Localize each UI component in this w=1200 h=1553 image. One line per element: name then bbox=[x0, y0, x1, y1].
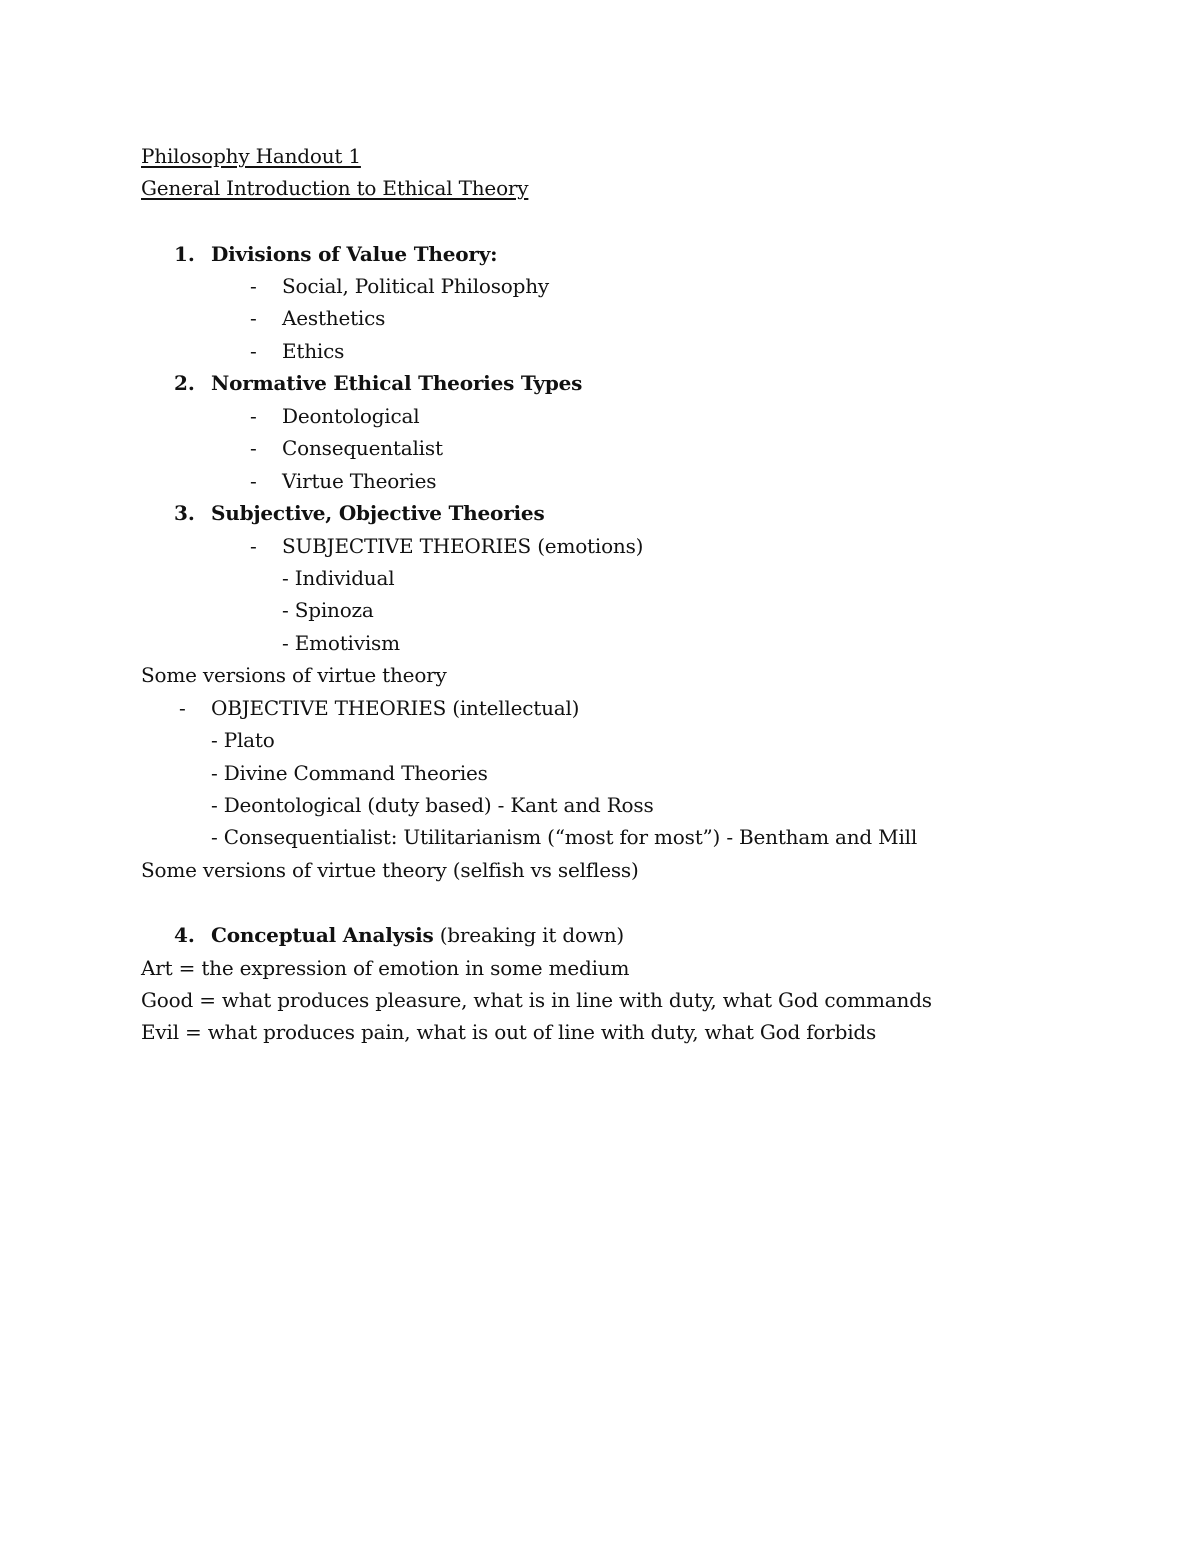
section-3-heading: Subjective, Objective Theories bbox=[211, 501, 545, 525]
definition-good: Good = what produces pleasure, what is in line with duty, what God commands bbox=[141, 988, 932, 1012]
list-item: - Emotivism bbox=[282, 631, 400, 655]
bullet-dash: - bbox=[179, 696, 186, 720]
bullet-dash: - bbox=[250, 274, 257, 298]
section-2-heading: Normative Ethical Theories Types bbox=[211, 371, 583, 395]
list-item: - Spinoza bbox=[282, 598, 374, 622]
list-item: Aesthetics bbox=[282, 306, 386, 330]
document-subtitle: General Introduction to Ethical Theory bbox=[141, 176, 529, 200]
list-item: - Consequentialist: Utilitarianism (“most for most”) - Bentham and Mill bbox=[211, 825, 918, 849]
virtue-theory-note: Some versions of virtue theory bbox=[141, 663, 447, 687]
bullet-dash: - bbox=[250, 404, 257, 428]
section-4-heading-line bbox=[211, 919, 624, 951]
list-item: - Plato bbox=[211, 728, 275, 752]
document-title: Philosophy Handout 1 bbox=[141, 144, 361, 168]
definition-evil: Evil = what produces pain, what is out of line with duty, what God forbids bbox=[141, 1020, 877, 1044]
section-3-number: 3. bbox=[174, 501, 195, 525]
section-2-number: 2. bbox=[174, 371, 195, 395]
bullet-dash: - bbox=[250, 339, 257, 363]
definition-art: Art = the expression of emotion in some medium bbox=[141, 956, 630, 980]
section-1-number: 1. bbox=[174, 242, 195, 266]
subjective-theories-label: SUBJECTIVE THEORIES (emotions) bbox=[282, 534, 644, 558]
bullet-dash: - bbox=[250, 436, 257, 460]
section-4-heading-suffix: (breaking it down) bbox=[433, 923, 625, 947]
virtue-theory-note: Some versions of virtue theory (selfish vs selfless) bbox=[141, 858, 639, 882]
section-4-number: 4. bbox=[174, 923, 195, 947]
list-item: Ethics bbox=[282, 339, 345, 363]
objective-theories-label: OBJECTIVE THEORIES (intellectual) bbox=[211, 696, 580, 720]
list-item: Consequentalist bbox=[282, 436, 443, 460]
bullet-dash: - bbox=[250, 534, 257, 558]
list-item: - Individual bbox=[282, 566, 395, 590]
list-item: - Deontological (duty based) - Kant and Ross bbox=[211, 793, 654, 817]
section-1-heading: Divisions of Value Theory: bbox=[211, 242, 498, 266]
list-item: Virtue Theories bbox=[282, 469, 437, 493]
bullet-dash: - bbox=[250, 469, 257, 493]
list-item: - Divine Command Theories bbox=[211, 761, 488, 785]
list-item: Social, Political Philosophy bbox=[282, 274, 550, 298]
section-4-heading: Conceptual Analysis bbox=[211, 923, 434, 947]
list-item: Deontological bbox=[282, 404, 420, 428]
bullet-dash: - bbox=[250, 306, 257, 330]
